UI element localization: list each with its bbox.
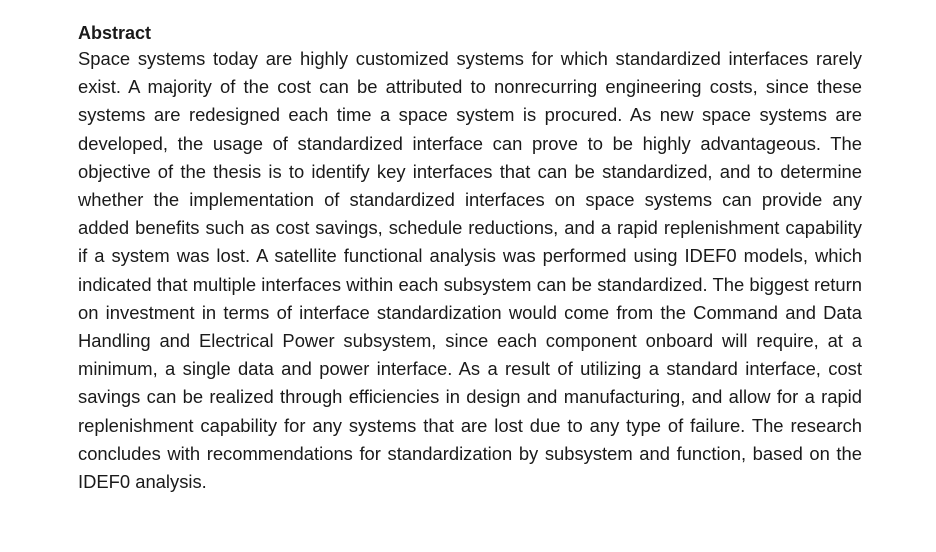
abstract-body: Space systems today are highly customized systems for which standardized interfaces rarely exist. A majority of the cost can be attributed to nonrecurring engineering costs, since these systems are redesigned each time a space system is procured. As new space systems are developed, the usage of standardized interface can prove to be highly advantageous. The objective of the thesis is to identify key interfaces that can be standardized, and to determine whether the implementation of standardized interfaces on space systems can provide any added benefits such as cost savings, schedule reductions, and a rapid replenishment capability if a system was lost. A satellite functional analysis was performed using IDEF0 models, which indicated that multiple interfaces within each subsystem can be standardized. The biggest return on investment in terms of interface standardization would come from the Command and Data Handling and Electrical Power subsystem, since each component onboard will require, at a minimum, a single data and power interface. As a result of utilizing a standard interface, cost savings can be realized through efficiencies in design and manufacturing, and allow for a rapid replenishment capability for any systems that are lost due to any type of failure. The research concludes with recommendations for standardization by subsystem and function, based on the IDEF0 analysis. — [78, 48, 862, 493]
abstract-section — [78, 21, 862, 496]
abstract-heading: Abstract — [78, 23, 152, 43]
